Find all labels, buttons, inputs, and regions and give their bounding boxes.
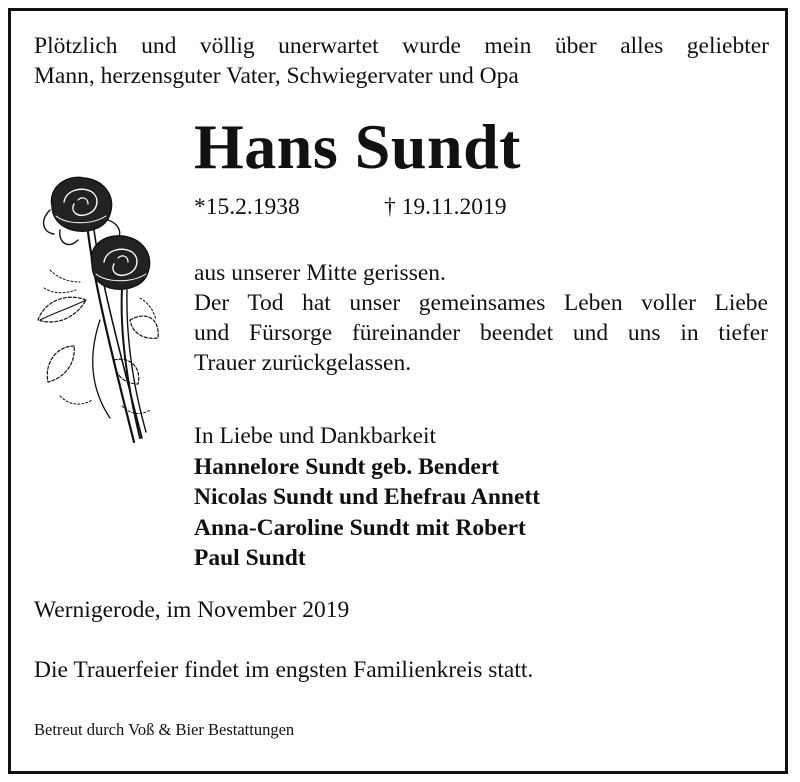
- intro-line-2: Mann, herzensguter Vater, Schwiegervater und Opa: [34, 63, 519, 89]
- deceased-name: Hans Sundt: [194, 111, 521, 182]
- place-and-date: Wernigerode, im November 2019: [34, 597, 350, 623]
- mourners-heading: In Liebe und Dankbarkeit: [194, 423, 437, 449]
- obituary-message: [194, 258, 768, 378]
- mourners-block: [194, 421, 540, 574]
- mourner-name: Nicolas Sundt und Ehefrau Annett: [194, 484, 541, 510]
- mourner-name: Anna-Caroline Sundt mit Robert: [194, 514, 526, 541]
- message-line-3: und Fürsorge füreinander beendet und uns in tiefer: [194, 320, 768, 346]
- message-line-2: Der Tod hat unser gemeinsames Leben voller Liebe: [194, 290, 768, 316]
- funeral-note: Die Trauerfeier findet im engsten Familienkreis statt.: [34, 657, 534, 683]
- mourner-name: Hannelore Sundt geb. Bendert: [194, 453, 500, 480]
- roses-icon: [30, 170, 162, 452]
- funeral-home-credit: Betreut durch Voß & Bier Bestattungen: [34, 720, 295, 739]
- message-line-4: Trauer zurückgelassen.: [194, 350, 412, 376]
- intro-line-1: Plötzlich und völlig unerwartet wurde mein über alles geliebter: [34, 33, 769, 59]
- intro-text: [34, 31, 769, 91]
- mourner-name: Paul Sundt: [194, 545, 306, 571]
- life-dates: [194, 192, 507, 222]
- birth-date: *15.2.1938: [194, 194, 300, 220]
- message-line-1: aus unserer Mitte gerissen.: [194, 260, 446, 286]
- death-date: † 19.11.2019: [384, 194, 507, 220]
